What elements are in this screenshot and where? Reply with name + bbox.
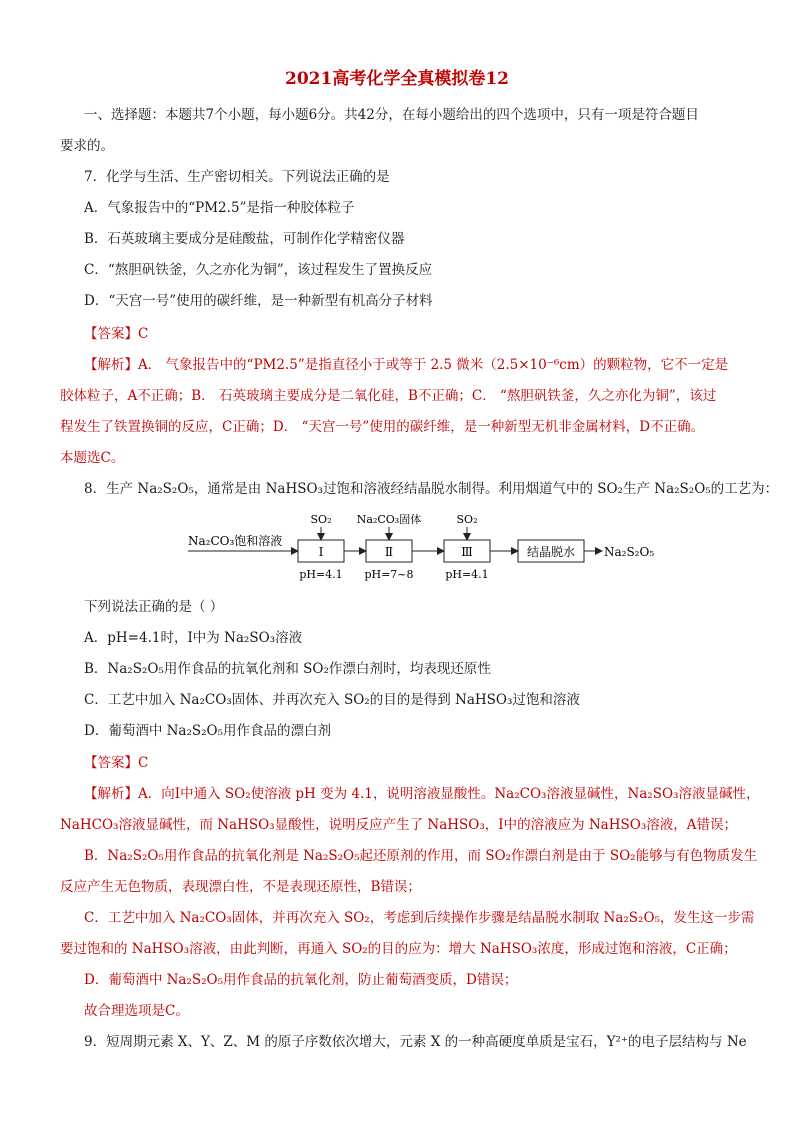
q7-option-b: B．石英玻璃主要成分是硅酸盐，可制作化学精密仪器 [84, 231, 405, 247]
q7-option-a: A．气象报告中的“PM2.5”是指一种胶体粒子 [84, 200, 355, 216]
q8-answer: 【答案】C [84, 755, 149, 771]
q7-answer: 【答案】C [84, 326, 149, 342]
process-flow-diagram [180, 508, 660, 586]
q8-prompt: 下列说法正确的是（ ） [84, 599, 224, 615]
q8-analysis-line: 要过饱和的 NaHSO₃溶液，由此判断，再通入 SO₂的目的应为：增大 NaHSO₃浓度，形成过饱和溶液，C正确； [60, 941, 737, 957]
q8-analysis-line: 故合理选项是C。 [84, 1003, 189, 1019]
flow-na2co3-solid-label: Na₂CO₃固体 [356, 513, 422, 526]
flow-box-3-label: Ⅲ [461, 545, 473, 559]
q7-analysis-line: 胶体粒子，A不正确；B． 石英玻璃主要成分是二氧化硅，B不正确；C． “熬胆矾铁釜，久之亦化为铜”，该过 [60, 388, 717, 404]
q7-analysis-line: 程发生了铁置换铜的反应，C正确；D． “天宫一号”使用的碳纤维，是一种新型无机非金属材料，D不正确。 [60, 419, 705, 435]
q8-analysis-line: 【解析】A．向Ⅰ中通入 SO₂使溶液 pH 变为 4.1，说明溶液显酸性。Na₂CO₃溶液显碱性，Na₂SO₃溶液显碱性， [84, 786, 760, 802]
q8-option-b: B．Na₂S₂O₅用作食品的抗氧化剂和 SO₂作漂白剂时，均表现还原性 [84, 661, 491, 677]
q9-stem: 9．短周期元素 X、Y、Z、M 的原子序数依次增大，元素 X 的一种高硬度单质是宝石，Y²⁺的电子层结构与 Ne [84, 1034, 747, 1050]
flow-so2-label-1: SO₂ [310, 513, 332, 526]
flow-ph-1: pH=4.1 [299, 568, 343, 581]
q7-analysis-line: 本题选C。 [60, 450, 125, 466]
q8-option-d: D．葡萄酒中 Na₂S₂O₅用作食品的漂白剂 [84, 723, 332, 739]
q8-option-a: A．pH=4.1时，Ⅰ中为 Na₂SO₃溶液 [84, 630, 303, 646]
page-title: 2021高考化学全真模拟卷12 [285, 69, 509, 89]
flow-so2-label-2: SO₂ [456, 513, 478, 526]
q7-analysis-line: 【解析】A． 气象报告中的“PM2.5”是指直径小于或等于 2.5 微米（2.5×10⁻⁶cm）的颗粒物，它不一定是 [84, 357, 729, 373]
q8-analysis-line: 反应产生无色物质，表现漂白性，不是表现还原性，B错误； [60, 879, 421, 895]
flow-product-label: Na₂S₂O₅ [604, 545, 655, 559]
flow-box-1-label: Ⅰ [318, 545, 324, 559]
q7-option-c: C．“熬胆矾铁釜，久之亦化为铜”，该过程发生了置换反应 [84, 262, 433, 278]
q8-analysis-line: NaHCO₃溶液显碱性，而 NaHSO₃显酸性，说明反应产生了 NaHSO₃，Ⅰ中的溶液应为 NaHSO₃溶液，A错误； [60, 817, 737, 833]
flow-input-label: Na₂CO₃饱和溶液 [188, 534, 283, 548]
q7-stem: 7．化学与生活、生产密切相关。下列说法正确的是 [84, 169, 390, 185]
flow-box-2-label: Ⅱ [384, 545, 394, 559]
q8-analysis-line: C．工艺中加入 Na₂CO₃固体，并再次充入 SO₂，考虑到后续操作步骤是结晶脱水制取 Na₂S₂O₅，发生这一步需 [84, 910, 755, 926]
flow-ph-3: pH=4.1 [445, 568, 489, 581]
flow-crystal-label: 结晶脱水 [526, 545, 576, 559]
section-heading: 一、选择题：本题共7个小题，每小题6分。共42分，在每小题给出的四个选项中，只有一项是符合题目 [84, 107, 699, 123]
q7-option-d: D．“天宫一号”使用的碳纤维，是一种新型有机高分子材料 [84, 293, 433, 309]
section-heading-cont: 要求的。 [60, 138, 114, 154]
q8-analysis-line: B．Na₂S₂O₅用作食品的抗氧化剂是 Na₂S₂O₅起还原剂的作用，而 SO₂作漂白剂是由于 SO₂能够与有色物质发生 [84, 848, 758, 864]
flow-ph-2: pH=7~8 [364, 568, 414, 581]
q8-analysis-line: D．葡萄酒中 Na₂S₂O₅用作食品的抗氧化剂，防止葡萄酒变质，D错误； [84, 972, 518, 988]
q8-stem: 8．生产 Na₂S₂O₅，通常是由 NaHSO₃过饱和溶液经结晶脱水制得。利用烟道气中的 SO₂生产 Na₂S₂O₅的工艺为： [84, 481, 779, 497]
q8-option-c: C．工艺中加入 Na₂CO₃固体、并再次充入 SO₂的目的是得到 NaHSO₃过饱和溶液 [84, 692, 580, 708]
